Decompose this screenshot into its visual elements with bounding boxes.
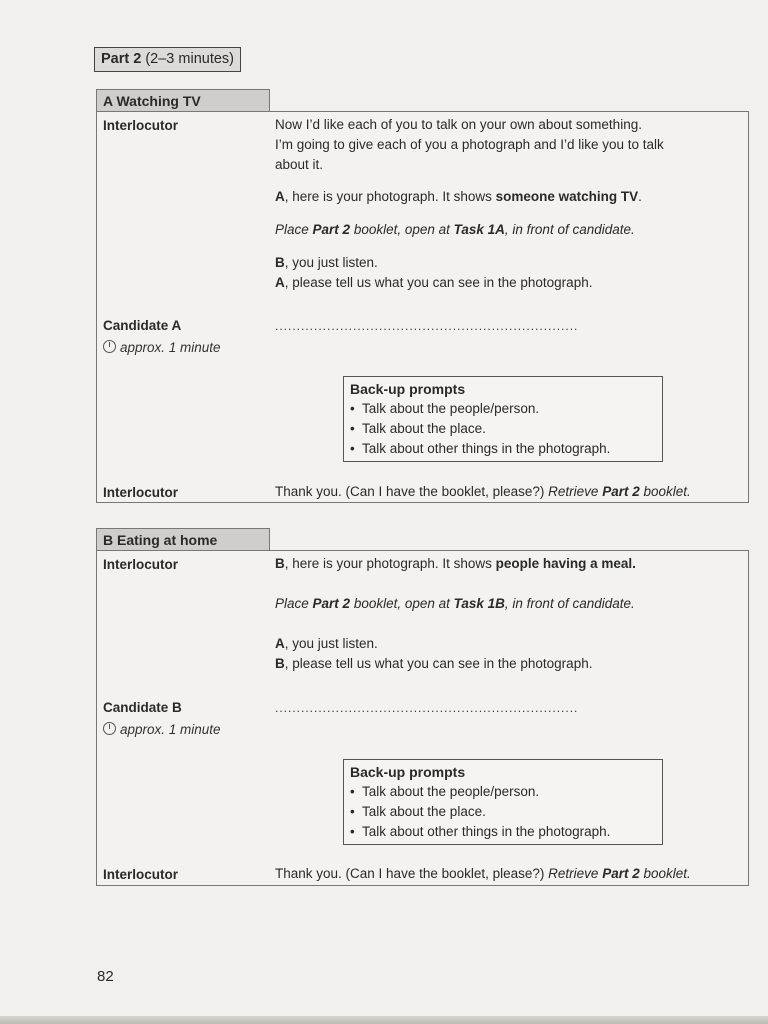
section-b-box [96,550,749,886]
place-text: booklet, open at [350,596,454,611]
closing-booklet: booklet. [639,484,691,499]
prompt-item: • Talk about the people/person. [350,399,656,419]
photo-subject: people having a meal. [495,556,636,571]
role-label-candidate-a: Candidate A [103,318,182,333]
closing-thanks: Thank you. (Can I have the booklet, please?) [275,866,549,881]
backup-prompts-title: Back-up prompts [350,381,466,397]
backup-prompts-list [350,399,656,459]
section-b-title: B Eating at home [96,528,270,551]
place-part: Part 2 [312,596,351,611]
place-part: Part 2 [312,222,351,237]
candidate-letter: A [275,275,285,290]
tell-line [275,273,745,293]
intro-line: about it. [275,157,324,172]
role-label-interlocutor: Interlocutor [103,867,179,882]
page-number: 82 [97,968,114,985]
listen-text: , you just listen. [284,636,378,651]
candidate-letter: A [275,189,285,204]
prompt-item: • Talk about other things in the photograph. [350,439,656,459]
closing-part: Part 2 [602,866,640,881]
closing-text [275,864,750,884]
photo-subject: someone watching TV [495,189,639,204]
clock-icon [103,722,116,735]
role-label-interlocutor: Interlocutor [103,485,179,500]
prompt-item: • Talk about other things in the photograph. [350,822,656,842]
candidate-letter: A [275,636,285,651]
place-instruction [275,594,745,614]
closing-text [275,482,750,502]
place-text: , in front of candidate. [504,222,635,237]
timer [103,721,221,739]
tell-text: , please tell us what you can see in the photograph. [284,275,593,290]
place-text: , in front of candidate. [504,596,635,611]
section-a-box [96,111,749,503]
candidate-letter: B [275,656,285,671]
candidate-letter: B [275,556,285,571]
photo-end: . [638,189,642,204]
timer [103,339,221,357]
place-text: Place [275,596,313,611]
listen-instructions [275,634,745,674]
intro-line: I’m going to give each of you a photograph and I’d like you to talk [275,137,664,152]
photo-text: , here is your photograph. It shows [284,189,496,204]
answer-dots: ...................................................................... [275,701,579,715]
closing-part: Part 2 [602,484,640,499]
place-text: Place [275,222,313,237]
photo-instruction [275,554,745,574]
closing-retrieve: Retrieve [548,866,603,881]
prompt-item: • Talk about the place. [350,802,656,822]
clock-icon [103,340,116,353]
intro-line: Now I’d like each of you to talk on your own about something. [275,117,642,132]
place-task: Task 1A [453,222,505,237]
prompt-item: • Talk about the place. [350,419,656,439]
closing-booklet: booklet. [639,866,691,881]
listen-line [275,634,745,654]
role-label-interlocutor: Interlocutor [103,118,179,133]
section-a-title: A Watching TV [96,89,270,112]
intro-text [275,115,745,175]
backup-prompts-list [350,782,656,842]
photo-instruction [275,187,745,207]
closing-retrieve: Retrieve [548,484,603,499]
listen-line [275,253,745,273]
part-title: Part 2 [101,51,142,67]
timer-text: approx. 1 minute [120,722,221,737]
prompt-item: • Talk about the people/person. [350,782,656,802]
part-duration: (2–3 minutes) [141,51,234,67]
tell-line [275,654,745,674]
role-label-interlocutor: Interlocutor [103,557,179,572]
listen-text: , you just listen. [284,255,378,270]
tell-text: , please tell us what you can see in the photograph. [284,656,593,671]
role-label-candidate-b: Candidate B [103,700,182,715]
backup-prompts-title: Back-up prompts [350,764,466,780]
answer-dots: ...................................................................... [275,319,579,333]
candidate-letter: B [275,255,285,270]
photo-text: , here is your photograph. It shows [284,556,496,571]
backup-prompts-box [343,376,663,462]
part-header [94,47,241,72]
listen-instructions [275,253,745,293]
page-edge-shadow [0,1016,768,1024]
place-instruction [275,220,745,240]
place-task: Task 1B [453,596,505,611]
timer-text: approx. 1 minute [120,340,221,355]
closing-thanks: Thank you. (Can I have the booklet, please?) [275,484,549,499]
place-text: booklet, open at [350,222,454,237]
backup-prompts-box [343,759,663,845]
